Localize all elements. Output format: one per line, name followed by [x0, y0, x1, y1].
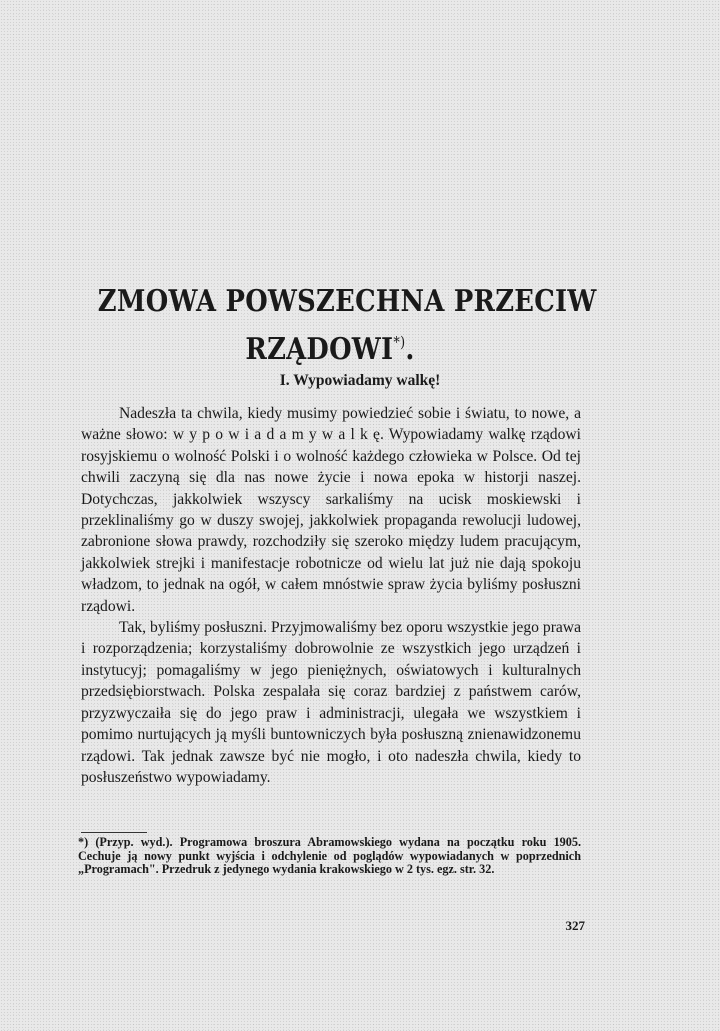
footnote-marker: *): [393, 333, 406, 351]
paragraph-1: Nadeszła ta chwila, kiedy musimy powiedzieć sobie i światu, to nowe, a ważne słowo: w y p o w i a d a m y w a l k ę. Wypowiadamy walkę rządowi rosyjskiemu o wolność Polski i o wolność każdego człowieka w Polsce. Od tej chwili zaczyną się dla nas nowe życie i nowa epoka w historji naszej. Dotychczas, jakkolwiek wszyscy sarkaliśmy na ucisk moskiewski i przeklinaliśmy go w duszy swojej, jakkolwiek propaganda rewolucji ludowej, zabronione słowa prawdy, rozchodziły się szeroko między ludem pracującym, jakkolwiek strejki i manifestacje robotnicze od wielu lat już nie dają spokoju władzom, to jednak na ogół, w całem mnóstwie spraw życia byliśmy posłuszni rządowi.: [81, 405, 581, 615]
chapter-title: [97, 282, 597, 370]
title-line-2: [98, 322, 562, 370]
title-end: .: [405, 332, 415, 367]
footnote-divider: [81, 832, 147, 833]
paragraph-2: Tak, byliśmy posłuszni. Przyjmowaliśmy bez oporu wszystkie jego prawa i rozporządzenia; korzystaliśmy dobrowolnie ze wszystkich jego urządzeń i instytucyj; pomagaliśmy w jego pieniężnych, oświatowych i kulturalnych przedsiębiorstwach. Polska zespalała się coraz bardziej z państwem carów, przyzwyczaiła się do jego praw i administracji, ulegała we wszystkiem i pomimo nurtujących ją myśli buntowniczych była posłuszną znienawidzonemu rządowi. Tak jednak zawsze być nie mogło, i oto nadeszła chwila, kiedy to posłuszeństwo wypowiadamy.: [81, 619, 581, 786]
footnote: *) (Przyp. wyd.). Programowa broszura Abramowskiego wydana na początku roku 1905. Cechuje ją nowy punkt wyjścia i odchylenie od poglądów wypowiadanych w poprzednich „Programach". Przedruk z jedynego wydania krakowskiego w 2 tys. egz. str. 32.: [78, 835, 581, 877]
body-text: [81, 403, 581, 788]
title-line-1: ZMOWA POWSZECHNA PRZECIW: [97, 284, 597, 319]
title-line-2-text: RZĄDOWI: [245, 332, 394, 367]
section-heading: I. Wypowiadamy walkę!: [279, 372, 441, 389]
page-number: 327: [565, 918, 585, 933]
